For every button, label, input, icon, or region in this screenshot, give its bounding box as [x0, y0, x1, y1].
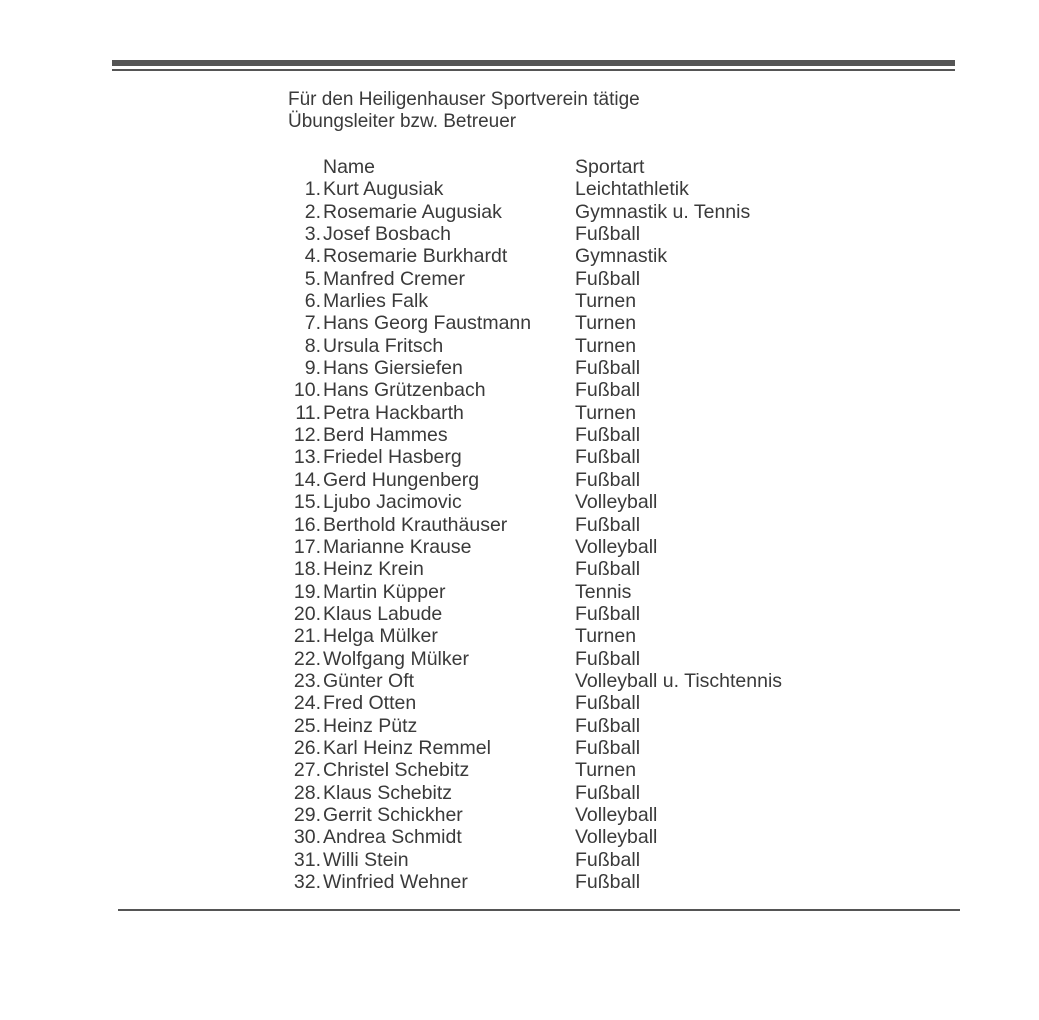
row-name: Berd Hammes [323, 424, 448, 447]
row-name: Friedel Hasberg [323, 446, 462, 469]
table-row [288, 491, 835, 513]
table-row [288, 312, 835, 334]
table-row [288, 737, 835, 759]
row-sport: Volleyball [575, 535, 658, 558]
table-row [288, 648, 835, 670]
column-header-sport: Sportart [575, 156, 645, 178]
row-number: 9. [304, 357, 321, 380]
row-number: 1. [304, 178, 321, 201]
table-row [288, 290, 835, 312]
row-number: 21. [293, 625, 321, 648]
row-number: 5. [304, 267, 321, 290]
row-sport: Gymnastik u. Tennis [575, 200, 751, 223]
row-sport: Turnen [575, 401, 637, 424]
heading-line-2: Übungsleiter bzw. Betreuer [288, 111, 517, 132]
row-name: Willi Stein [323, 848, 409, 871]
row-number: 8. [304, 334, 321, 357]
row-name: Josef Bosbach [323, 223, 451, 246]
row-name: Karl Heinz Remmel [323, 736, 491, 759]
table-row [288, 402, 835, 424]
table-row [288, 335, 835, 357]
row-sport: Gymnastik [575, 245, 668, 268]
row-sport: Fußball [575, 647, 641, 670]
row-number: 4. [304, 245, 321, 268]
row-sport: Fußball [575, 513, 641, 536]
document-heading [288, 89, 640, 133]
row-number: 14. [293, 468, 321, 491]
row-name: Berthold Krauthäuser [323, 513, 508, 536]
row-sport: Fußball [575, 848, 641, 871]
table-row [288, 178, 835, 200]
row-number: 30. [293, 826, 321, 849]
row-sport: Fußball [575, 223, 641, 246]
row-number: 6. [304, 290, 321, 313]
table-row [288, 357, 835, 379]
row-sport: Fußball [575, 871, 641, 893]
row-name: Christel Schebitz [323, 759, 470, 782]
row-sport: Fußball [575, 736, 641, 759]
row-name: Klaus Labude [323, 602, 443, 625]
row-name: Klaus Schebitz [323, 781, 452, 804]
row-number: 17. [293, 535, 321, 558]
table-row [288, 826, 835, 848]
row-number: 20. [293, 602, 321, 625]
table-row [288, 424, 835, 446]
top-rule [112, 60, 955, 71]
row-name: Hans Giersiefen [323, 357, 463, 380]
table-row [288, 558, 835, 580]
row-number: 3. [304, 223, 321, 246]
row-name: Andrea Schmidt [323, 826, 462, 849]
row-sport: Fußball [575, 781, 641, 804]
table-row [288, 871, 835, 893]
row-sport: Fußball [575, 357, 641, 380]
table-header-row [288, 156, 835, 178]
row-name: Fred Otten [323, 692, 417, 715]
roster-table [288, 156, 835, 893]
row-number: 26. [293, 736, 321, 759]
row-sport: Volleyball [575, 491, 658, 514]
row-number: 11. [295, 401, 321, 424]
row-sport: Fußball [575, 602, 641, 625]
row-name: Hans Grützenbach [323, 379, 486, 402]
row-sport: Fußball [575, 692, 641, 715]
column-header-name: Name [323, 156, 376, 178]
row-name: Marlies Falk [323, 290, 429, 313]
row-name: Hans Georg Faustmann [323, 312, 532, 335]
row-number: 19. [293, 580, 321, 603]
row-name: Wolfgang Mülker [323, 647, 469, 670]
row-name: Heinz Pütz [323, 714, 418, 737]
table-row [288, 514, 835, 536]
row-name: Winfried Wehner [323, 871, 468, 893]
row-name: Heinz Krein [323, 558, 424, 581]
table-row [288, 581, 835, 603]
row-sport: Tennis [575, 580, 632, 603]
row-name: Martin Küpper [323, 580, 446, 603]
row-number: 10. [293, 379, 321, 402]
table-row [288, 849, 835, 871]
row-name: Ljubo Jacimovic [323, 491, 462, 514]
row-number: 2. [304, 200, 321, 223]
row-sport: Fußball [575, 379, 641, 402]
row-name: Gerrit Schickher [323, 803, 463, 826]
row-number: 15. [293, 491, 321, 514]
row-number: 7. [304, 312, 321, 335]
top-rule-thick [112, 60, 955, 66]
row-sport: Turnen [575, 334, 637, 357]
row-name: Ursula Fritsch [323, 334, 444, 357]
row-sport: Turnen [575, 759, 637, 782]
row-number: 25. [293, 714, 321, 737]
row-number: 16. [293, 513, 321, 536]
table-row [288, 201, 835, 223]
table-row [288, 446, 835, 468]
row-sport: Turnen [575, 312, 637, 335]
row-number: 28. [293, 781, 321, 804]
row-name: Rosemarie Augusiak [323, 200, 502, 223]
table-row [288, 759, 835, 781]
top-rule-thin [112, 69, 955, 71]
row-sport: Leichtathletik [575, 178, 689, 201]
table-row [288, 804, 835, 826]
row-sport: Turnen [575, 625, 637, 648]
row-name: Helga Mülker [323, 625, 438, 648]
row-number: 31. [293, 848, 321, 871]
table-row [288, 245, 835, 267]
table-row [288, 625, 835, 647]
header-number-cell [288, 156, 323, 178]
row-number: 27. [293, 759, 321, 782]
table-row [288, 379, 835, 401]
row-number: 24. [293, 692, 321, 715]
row-name: Rosemarie Burkhardt [323, 245, 508, 268]
table-row [288, 670, 835, 692]
row-sport: Volleyball [575, 803, 658, 826]
row-number: 29. [293, 803, 321, 826]
row-name: Manfred Cremer [323, 267, 465, 290]
row-sport: Turnen [575, 290, 637, 313]
table-row [288, 223, 835, 245]
row-name: Gerd Hungenberg [323, 468, 480, 491]
heading-line-1: Für den Heiligenhauser Sportverein tätige [288, 89, 640, 110]
row-sport: Volleyball [575, 826, 658, 849]
row-sport: Fußball [575, 446, 641, 469]
row-number: 12. [293, 424, 321, 447]
row-number: 18. [293, 558, 321, 581]
table-row [288, 692, 835, 714]
row-sport: Fußball [575, 714, 641, 737]
table-row [288, 715, 835, 737]
row-number: 32. [293, 871, 321, 893]
row-sport: Volleyball u. Tischtennis [575, 669, 783, 692]
row-number: 23. [293, 669, 321, 692]
row-sport: Fußball [575, 468, 641, 491]
row-name: Kurt Augusiak [323, 178, 444, 201]
row-sport: Fußball [575, 267, 641, 290]
row-name: Günter Oft [323, 669, 415, 692]
table-row [288, 603, 835, 625]
row-sport: Fußball [575, 424, 641, 447]
table-row [288, 782, 835, 804]
row-name: Marianne Krause [323, 535, 472, 558]
table-row [288, 536, 835, 558]
row-number: 13. [293, 446, 321, 469]
table-row [288, 268, 835, 290]
table-row [288, 469, 835, 491]
bottom-rule [118, 909, 960, 911]
row-name: Petra Hackbarth [323, 401, 464, 424]
row-number: 22. [293, 647, 321, 670]
row-sport: Fußball [575, 558, 641, 581]
